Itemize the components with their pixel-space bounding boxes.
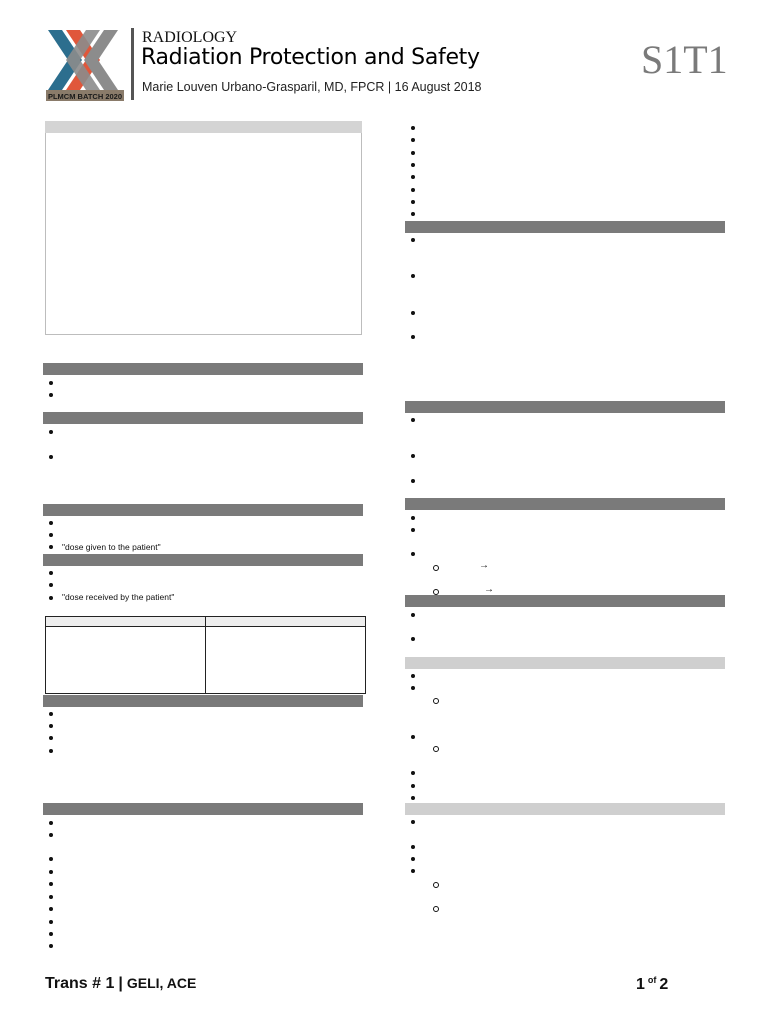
arrow-icon: → [484, 584, 494, 595]
bullet [411, 311, 415, 315]
section-header [43, 803, 363, 815]
outline-box-header [45, 121, 362, 133]
header-divider [131, 28, 134, 100]
bullet [411, 869, 415, 873]
section-header [43, 504, 363, 516]
bullet [49, 545, 53, 549]
bullet [411, 274, 415, 278]
bullet [411, 335, 415, 339]
bullet [411, 454, 415, 458]
section-header [43, 695, 363, 707]
transcriber-names: GELI, ACE [126, 975, 197, 991]
bullet [49, 932, 53, 936]
bullet [49, 857, 53, 861]
bullet [49, 882, 53, 886]
batch-logo [46, 28, 126, 102]
bullet [411, 163, 415, 167]
bullet [49, 596, 53, 600]
bullet [49, 455, 53, 459]
bullet [49, 571, 53, 575]
page-of: of [647, 975, 657, 985]
svg-text:PLMCM BATCH 2020: PLMCM BATCH 2020 [47, 92, 123, 101]
bullet [49, 430, 53, 434]
bullet [411, 238, 415, 242]
bullet [49, 833, 53, 837]
arrow-icon: → [479, 560, 489, 571]
bullet [411, 857, 415, 861]
sub-bullet [433, 565, 439, 571]
section-header [405, 595, 725, 607]
page-title: Radiation Protection and Safety [141, 45, 480, 70]
bullet [411, 637, 415, 641]
sub-bullet [433, 746, 439, 752]
bullet [49, 920, 53, 924]
trans-number: Trans # 1 [45, 975, 115, 992]
bullet [49, 736, 53, 740]
section-header [43, 412, 363, 424]
bullet [411, 212, 415, 216]
outline-box [45, 121, 362, 335]
bullet [411, 552, 415, 556]
section-header [405, 221, 725, 233]
bullet [49, 521, 53, 525]
bullet [411, 138, 415, 142]
section-code: S1T1 [641, 37, 728, 82]
bullet [49, 944, 53, 948]
table-column-divider [205, 617, 206, 693]
bullet [411, 126, 415, 130]
sub-bullet [433, 882, 439, 888]
section-header [43, 363, 363, 375]
course-label: RADIOLOGY [142, 29, 238, 46]
footer-separator: | [118, 975, 123, 992]
bullet [411, 188, 415, 192]
bullet [49, 895, 53, 899]
bullet [49, 381, 53, 385]
bullet [411, 674, 415, 678]
section-header [405, 401, 725, 413]
bullet [411, 516, 415, 520]
quote-text: "dose given to the patient" [62, 542, 161, 552]
bullet [49, 724, 53, 728]
bullet [49, 749, 53, 753]
bullet [49, 870, 53, 874]
bullet [49, 907, 53, 911]
bullet [49, 583, 53, 587]
bullet [411, 528, 415, 532]
section-header [405, 498, 725, 510]
bullet [411, 735, 415, 739]
sub-bullet [433, 698, 439, 704]
bullet [411, 845, 415, 849]
bullet [411, 796, 415, 800]
bullet [411, 686, 415, 690]
quote-text: "dose received by the patient" [62, 592, 175, 602]
bullet [411, 151, 415, 155]
bullet [411, 784, 415, 788]
page-total: 2 [659, 976, 669, 993]
bullet [411, 820, 415, 824]
sub-bullet [433, 906, 439, 912]
bullet [411, 418, 415, 422]
bullet [49, 712, 53, 716]
bullet [49, 393, 53, 397]
page-number [636, 975, 668, 994]
footer-trans-info [45, 975, 196, 993]
page-current: 1 [636, 976, 645, 993]
lecturer-byline: Marie Louven Urbano-Grasparil, MD, FPCR | 16 August 2018 [142, 80, 482, 94]
bullet [49, 533, 53, 537]
subsection-header [405, 657, 725, 669]
bullet [49, 821, 53, 825]
bullet [411, 175, 415, 179]
bullet [411, 479, 415, 483]
bullet [411, 613, 415, 617]
bullet [411, 200, 415, 204]
subsection-header [405, 803, 725, 815]
section-header [43, 554, 363, 566]
bullet [411, 771, 415, 775]
